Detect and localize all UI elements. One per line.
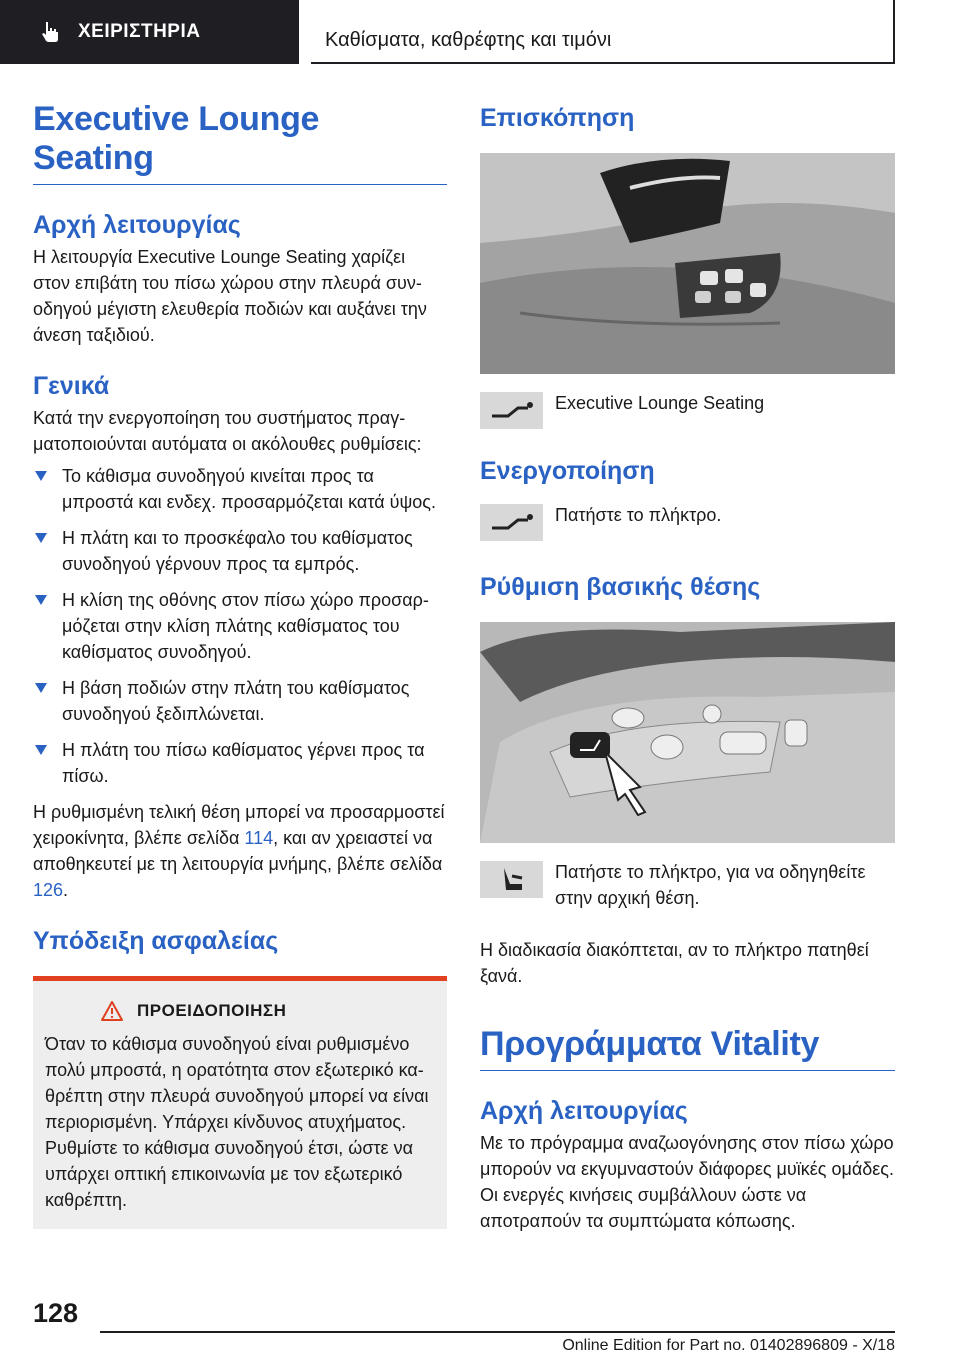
vitality-text: Με το πρόγραμμα αναζωογόνησης στον πίσω χώρο μπορούν να εκγυμναστούν διάφορες μυϊκές ομάδες. Οι ενεργές κινήσεις συμβάλλουν ώστε να αποτραπούν τα συμπτώματα κόπωσης. bbox=[480, 1133, 894, 1231]
warning-box bbox=[33, 976, 447, 1229]
left-column bbox=[33, 100, 447, 1229]
section-title: Καθίσματα, καθρέφτης και τιμόνι bbox=[325, 29, 612, 51]
activation-text: Πατήστε το πλήκτρο. bbox=[555, 505, 722, 525]
bullet-triangle-icon bbox=[35, 683, 47, 693]
basic-icon-text: Πατήστε το πλήκτρο, για να οδηγηθείτε στην αρχική θέση. bbox=[555, 862, 866, 908]
vitality-heading: Προγράμματα Vitality bbox=[480, 1025, 895, 1071]
warning-header bbox=[45, 1001, 447, 1021]
basic-icon-row bbox=[480, 861, 895, 911]
section-tab bbox=[311, 0, 895, 64]
bullet-triangle-icon bbox=[35, 471, 47, 481]
seat-position-button-icon bbox=[480, 861, 543, 898]
chapter-title: ΧΕΙΡΙΣΤΗΡΙΑ bbox=[78, 21, 201, 42]
page-link-126[interactable]: 126 bbox=[33, 880, 64, 900]
vitality-principle-heading: Αρχή λειτουργίας bbox=[480, 1097, 688, 1125]
principle-text: Η λειτουργία Executive Lounge Seating χαρίζει στον επιβάτη του πίσω χώρου στην πλευρά συνοδηγού μέγιστη ελευθερία ποδιών και αυξάνει την άνεση ταξιδιού. bbox=[33, 247, 427, 345]
door-panel-image bbox=[480, 153, 895, 374]
overview-icon-row bbox=[480, 392, 895, 429]
list-item: Η βάση ποδιών στην πλάτη του καθίσματος συνοδηγού ξεδιπλώνεται. bbox=[33, 675, 447, 727]
lounge-seating-button-icon bbox=[480, 504, 543, 541]
bullet-triangle-icon bbox=[35, 533, 47, 543]
page-link-114[interactable]: 114 bbox=[244, 828, 274, 848]
seat-controls-image bbox=[480, 622, 895, 843]
lounge-seating-button-icon bbox=[480, 392, 543, 429]
warning-label: ΠΡΟΕΙΔΟΠΟΙΗΣΗ bbox=[137, 1001, 287, 1020]
general-text: Κατά την ενεργοποίηση του συστήματος πραγματοποιούνται αυτόματα οι ακόλουθες ρυθμίσεις: bbox=[33, 408, 422, 454]
hand-pointer-icon bbox=[38, 20, 62, 44]
activation-heading: Ενεργοποίηση bbox=[480, 457, 655, 485]
page-header bbox=[0, 0, 960, 64]
list-item: Η κλίση της οθόνης στον πίσω χώρο προσαρμόζεται στην κλίση πλάτης καθίσματος του καθίσματος συνοδηγού. bbox=[33, 587, 447, 665]
warning-triangle-icon bbox=[101, 1001, 123, 1021]
general-heading: Γενικά bbox=[33, 372, 110, 400]
list-item: Η πλάτη και το προσκέφαλο του καθίσματος συνοδηγού γέρνουν προς τα εμπρός. bbox=[33, 525, 447, 577]
main-heading: Executive Lounge Seating bbox=[33, 100, 447, 185]
bullet-triangle-icon bbox=[35, 595, 47, 605]
overview-heading: Επισκόπηση bbox=[480, 104, 635, 132]
bullet-triangle-icon bbox=[35, 745, 47, 755]
adjust-text: Η ρυθμισμένη τελική θέση μπορεί να προσαρμοστεί χειροκίνητα, βλέπε σελίδα 114, και αν χρειαστεί να αποθηκευτεί με τη λειτουργία μνήμης, βλέπε σελίδα 126. bbox=[33, 802, 445, 900]
principle-heading: Αρχή λειτουργίας bbox=[33, 211, 241, 239]
edition-note: Online Edition for Part no. 01402896809 - X/18 bbox=[562, 1337, 895, 1354]
door-panel-photo bbox=[480, 153, 895, 374]
seat-controls-photo bbox=[480, 622, 895, 843]
right-column bbox=[480, 100, 895, 1234]
overview-icon-label: Executive Lounge Seating bbox=[555, 393, 765, 413]
warning-text: Όταν το κάθισμα συνοδηγού είναι ρυθμισμένο πολύ μπροστά, η ορατότητα στον εξωτερικό καθρέπτη στην πλευρά συνοδηγού μπορεί να είναι περιορισμένη. Υπάρχει κίνδυνος ατυχήματος. Ρυθμίστε το κάθισμα συνοδηγού έτσι, ώστε να υπάρχει οπτική επικοινωνία με τον εξωτερικό καθρέπτη. bbox=[45, 1034, 429, 1210]
list-item: Η πλάτη του πίσω καθίσματος γέρνει προς τα πίσω. bbox=[33, 737, 447, 789]
basic-position-heading: Ρύθμιση βασικής θέσης bbox=[480, 573, 761, 601]
page-number: 128 bbox=[33, 1298, 79, 1328]
chapter-tab bbox=[0, 0, 299, 64]
settings-list bbox=[33, 463, 447, 789]
safety-heading: Υπόδειξη ασφαλείας bbox=[33, 927, 279, 955]
footer-divider bbox=[100, 1331, 895, 1333]
basic-note: Η διαδικασία διακόπτεται, αν το πλήκτρο πατηθεί ξανά. bbox=[480, 940, 869, 986]
list-item: Το κάθισμα συνοδηγού κινείται προς τα μπροστά και ενδεχ. προσαρμόζεται κατά ύψος. bbox=[33, 463, 447, 515]
activation-icon-row bbox=[480, 504, 895, 541]
